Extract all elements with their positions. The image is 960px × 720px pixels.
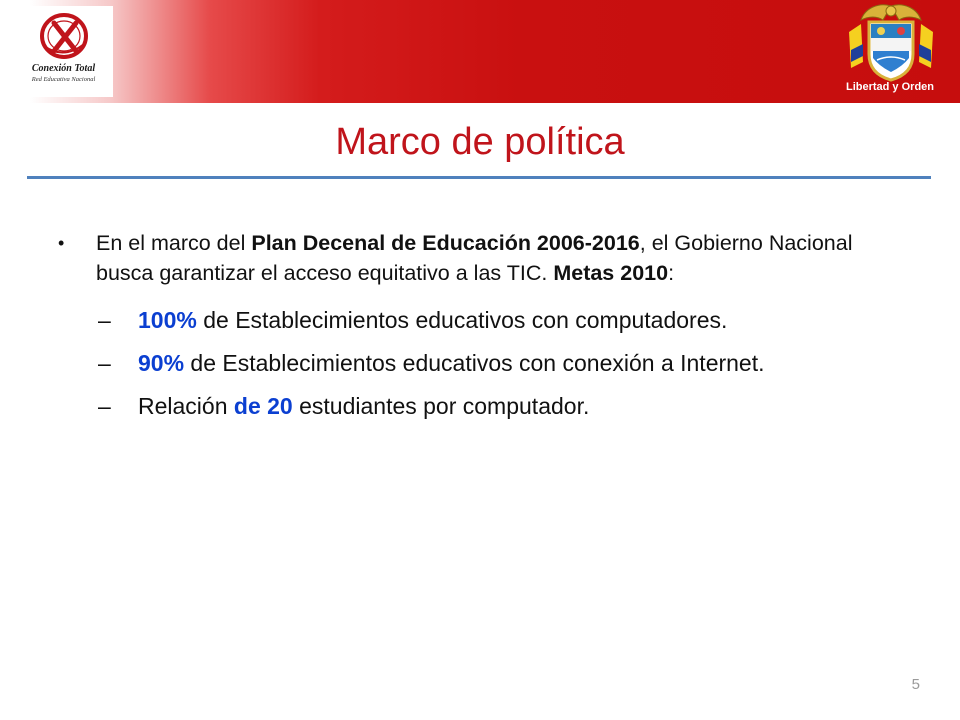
highlight-value: 90% [138,350,185,376]
page-number: 5 [911,676,920,693]
bullet-text-1: En el marco del [96,231,252,255]
bullet-metas: Metas 2010 [553,261,669,285]
title-divider [27,176,931,179]
bullet-colon: : [668,261,675,285]
highlight-value: de 20 [233,393,293,419]
slide-body [58,228,898,435]
bullet-dot: • [58,233,65,253]
bullet-item [58,228,898,288]
coat-of-arms-icon [843,2,939,84]
sub-item-ratio [98,392,898,421]
logo-subtitle: Red Educativa Nacional [31,76,96,83]
crest-motto: Libertad y Orden [845,81,935,93]
dash-marker: – [98,393,111,419]
logo-name: Conexión Total [31,63,96,74]
sub-item-text: estudiantes por computador. [292,393,590,419]
sub-list [58,306,898,421]
sub-item-pre: Relación [138,393,234,419]
sub-item-internet [98,349,898,378]
sub-item-text: de Establecimientos educativos con conexión a Internet. [184,350,765,376]
bullet-plan-name: Plan Decenal de Educación 2006-2016 [251,231,640,255]
slide-title: Marco de política [335,121,625,163]
header-band [0,0,960,103]
dash-marker: – [98,307,111,333]
dash-marker: – [98,350,111,376]
sub-item-computers [98,306,898,335]
bullet-text-2: , el Gobierno Nacional busca garantizar el acceso equitativo a las TIC. [96,231,853,285]
conexion-total-x-icon [14,6,113,64]
highlight-value: 100% [138,307,197,333]
conexion-total-logo [14,6,113,97]
sub-item-text: de Establecimientos educativos con computadores. [196,307,728,333]
